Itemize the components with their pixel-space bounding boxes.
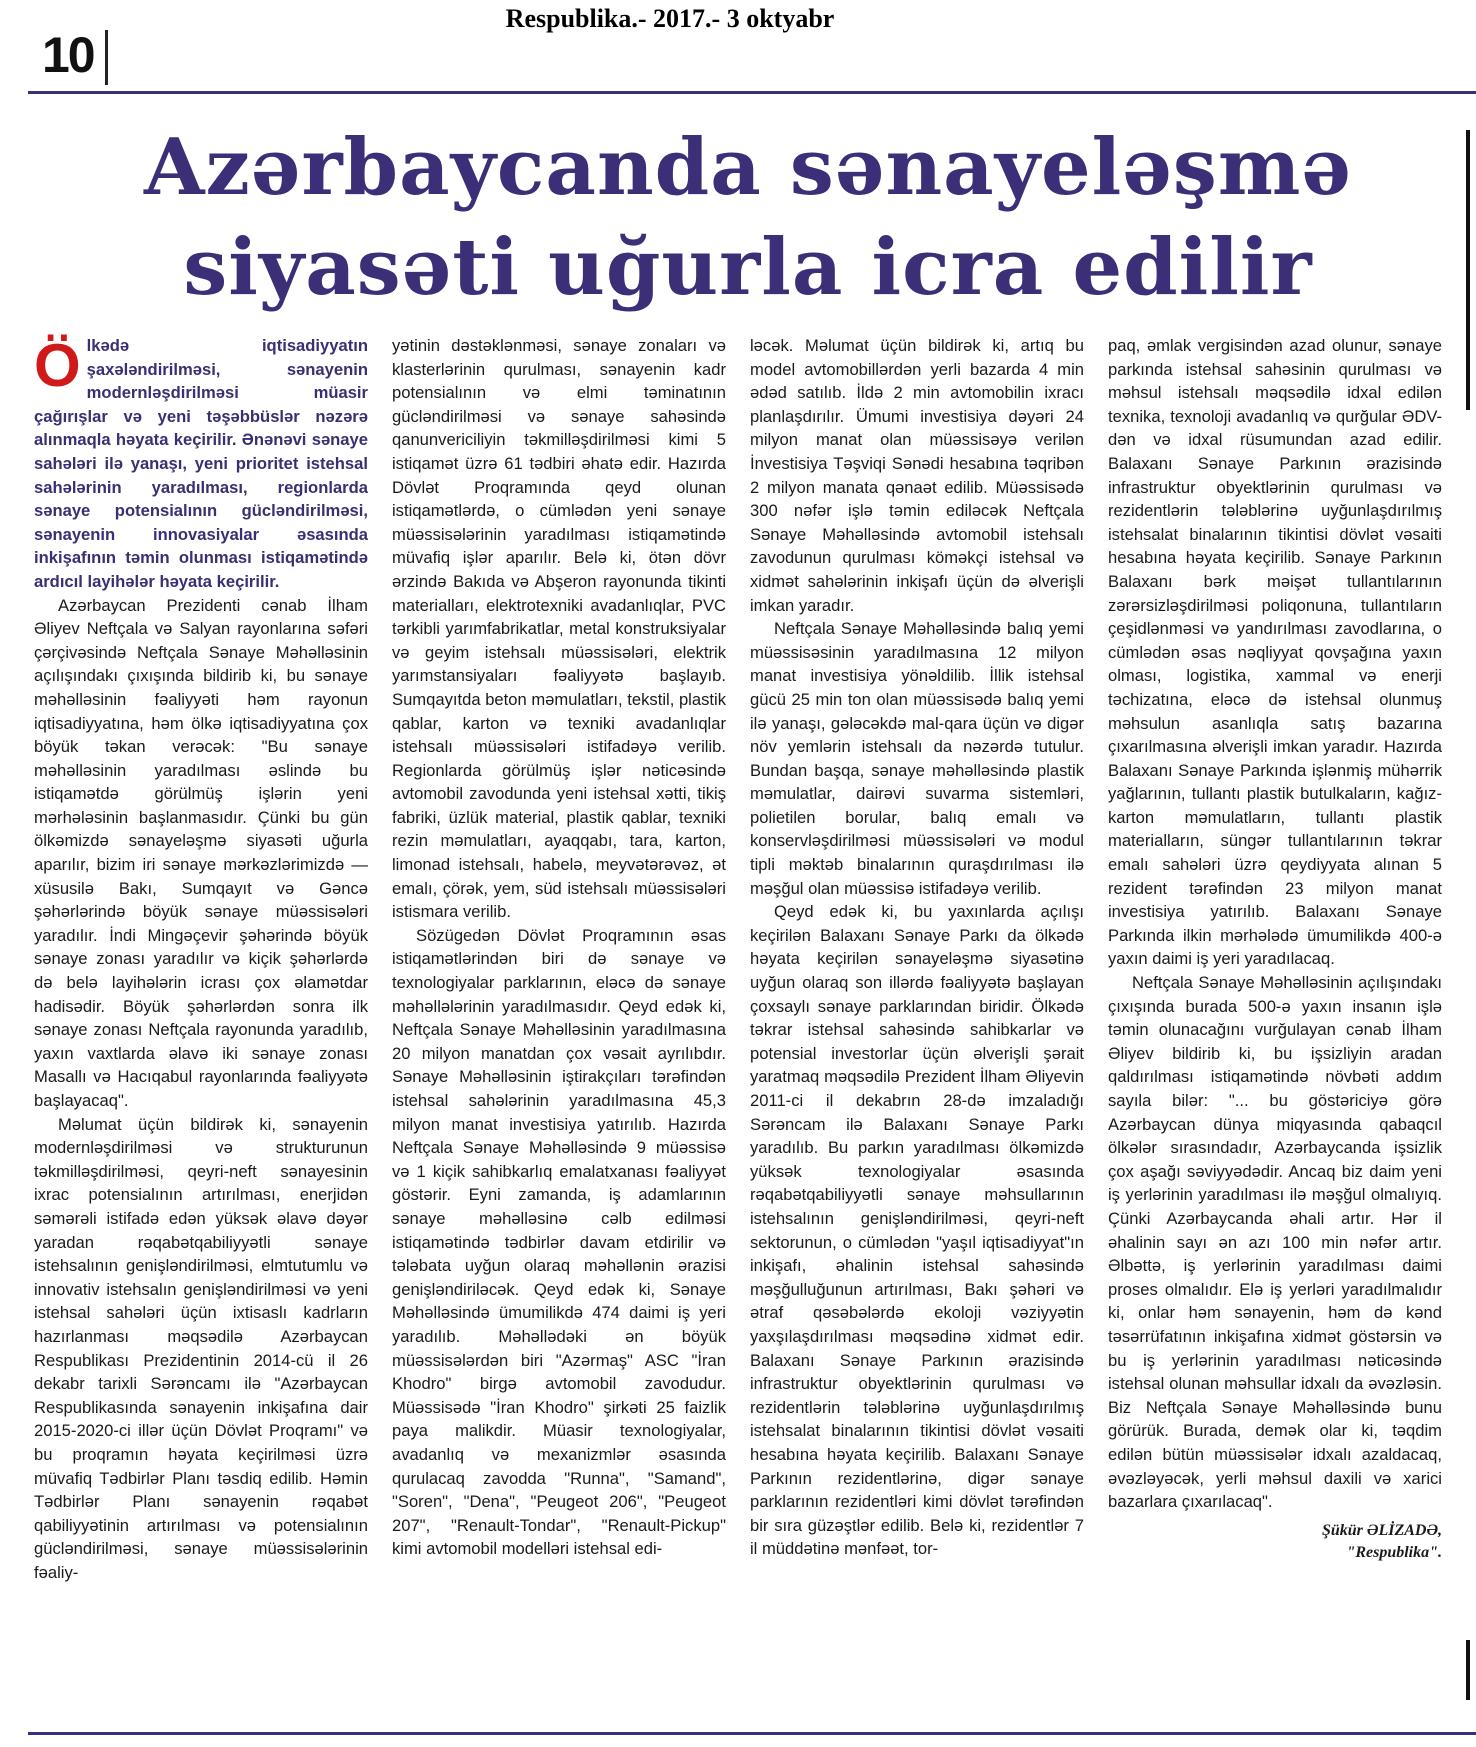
headline [28, 118, 1468, 318]
paragraph: Məlumat üçün bildirək ki, sənayenin modernləşdirilməsi və strukturunun təkmilləşdirilməsi, qeyri-neft sənayesinin ixrac potensialının artırılması, enerjidən səmərəli istifadə edən yüksək əlavə dəyər yaradan rəqabətqabiliyyətli sənaye istehsalının genişləndirilməsi, elmtutumlu və innovativ istehsalın genişləndirilməsi və yeni istehsal sahələri üçün ixtisaslı kadrların hazırlanması məqsədilə Azərbaycan Respublikası Prezidentinin 2014-cü il 26 dekabr tarixli Sərəncamı ilə "Azərbaycan Respublikasında sənayenin inkişafına dair 2015-2020-ci illər üçün Dövlət Proqramı" və bu proqramın həyata keçirilməsi üzrə müvafiq Tədbirlər Planı təsdiq edilib. Həmin Tədbirlər Planı sənayenin rəqabət qabiliyyətinin artırılması və potensialının gücləndirilməsi, sənaye müəssisələrinin fəaliy- [34, 1114, 368, 1582]
paragraph: Sözügedən Dövlət Proqramının əsas istiqamətlərindən biri də sənaye və texnologiyalar parklarının, eləcə də sənaye məhəllələrinin yaradılmasıdır. Qeyd edək ki, Neftçala Sənaye Məhəlləsinin yaradılmasına 20 milyon manatdan çox vəsait ayrılıbdır. Sənaye Məhəlləsinin iştirakçıları tərəfindən istehsal sahələrinin yaradılmasına 45,3 milyon manat investisiya yatırılıb. Hazırda Neftçala Sənaye Məhəlləsində 9 müəssisə və 1 kiçik sahibkarlıq emalatxanası fəaliyyət göstərir. Eyni zamanda, iş adamlarının sənaye məhəlləsinə cəlb edilməsi istiqamətində tədbirlər davam etdirilir və tələbata uyğun olaraq məhəllənin ərazisi genişləndiriləcək. Qeyd edək ki, Sənaye Məhəlləsində ümumilikdə 474 daimi iş yeri yaradılıb. Məhəllədəki ən böyük müəssisələrdən biri "Azərmaş" ASC "İran Khodro" birgə avtomobil zavodudur. Müəssisədə "İran Khodro" şirkəti 25 faizlik paya malikdir. Müasir texnologiyalar, avadanlıq və mexanizmlər əsasında qurulacaq zavodda "Runna", "Samand", "Soren", "Dena", "Peugeot 206", "Peugeot 207", "Renault-Tondar", "Renault-Pickup" kimi avtomobil modelləri istehsal edi- [392, 925, 726, 1559]
page-number-divider [105, 30, 108, 85]
bottom-rule [28, 1732, 1476, 1735]
paragraph: Neftçala Sənaye Məhəlləsinin açılışındakı çıxışında burada 500-ə yaxın insanın işlə təmin olunacağını vurğulayan cənab İlham Əliyev bildirib ki, bu işsizliyin aradan qaldırılması istiqamətində növbəti addım sayıla bilər: "... bu göstəriciyə görə Azərbaycan dünya miqyasında qabaqcıl ölkələr sırasındadır, Azərbaycanda işsizlik çox aşağı səviyyədədir. Ancaq biz daim yeni iş yerlərinin yaradılması ilə məşğul olmalıyıq. Çünki Azərbaycanda əhali artır. Hər il əhalinin sayı ən azı 100 min nəfər artır. Əlbəttə, iş yerlərinin yaradılması daimi proses olmalıdır. Elə iş yerləri yaradılmalıdır ki, onlar həm sənayenin, həm də kənd təsərrüfatının inkişafına xidmət göstərsin və bu iş yerlərinin yaradılması nəticəsində istehsal olunan məhsullar idxalı da əvəzləsin. Biz Neftçala Sənaye Məhəlləsində bunu görürük. Burada, demək olar ki, təqdim edilən bütün müəssisələr idxalı azaldacaq, əvəzləyəcək, yerli məhsul daxili və xarici bazarlara çıxarılacaq". [1108, 973, 1442, 1512]
column-3 [750, 334, 1084, 1714]
edge-mark [1466, 1640, 1470, 1700]
paragraph: yətinin dəstəklənməsi, sənaye zonaları və klasterlərinin qurulması, sənayenin kadr potensialının və elmi təminatının gücləndirilməsi və sənaye sahəsində qanunvericiliyin təkmilləşdirilməsi kimi 5 istiqamət üzrə 61 tədbiri əhatə edir. Hazırda Dövlət Proqramında qeyd olunan istiqamətlərdə, o cümlədən yeni sənaye müəssisələrinin yaradılması istiqamətində müvafiq işlər aparılır. Belə ki, ötən dövr ərzində Bakıda və Abşeron rayonunda tikinti materialları, elektrotexniki avadanlıqlar, PVC tərkibli yarımfabrikatlar, metal konstruksiyalar və geyim istehsalı müəssisələri, elektrik yarımstansiyaları fəaliyyətə başlayıb. Sumqayıtda beton məmulatları, tekstil, plastik qablar, karton və texniki avadanlıqlar istehsalı müəssisələri istifadəyə verilib. Regionlarda görülmüş işlər nəticəsində avtomobil zavodunda yeni istehsal xətti, tikiş fabriki, üzlük material, plastik qablar, texniki rezin məmulatları, ayaqqabı, tara, karton, limonad istehsalı, habelə, meyvətərəvəz, ət emalı, çörək, yem, süd istehsalı müəssisələri istismara verilib. [392, 336, 726, 922]
masthead: Respublika.- 2017.- 3 oktyabr [505, 4, 835, 33]
column-4 [1108, 334, 1442, 1714]
lead-paragraph [34, 334, 368, 594]
paragraph: paq, əmlak vergisindən azad olunur, sənaye parkında istehsal sahəsinin qurulması və məhsul istehsalı məqsədilə idxal edilən texnika, texnoloji avadanlıq və qurğular ƏDV-dən və idxal rüsumundan azad edilir. Balaxanı Sənaye Parkının ərazisində infrastruktur obyektlərinin qurulması və rezidentlərin tələblərinə uyğunlaşdırılmış istehsalat binalarının tikintisi dövlət vəsaiti hesabına həyata keçirilib. Sənaye Parkının Balaxanı bərk məişət tullantılarının zərərsizləşdirilməsi poliqonuna, tullantıların çeşidlənməsi və yandırılması zavodlarına, o cümlədən əsas nəqliyyat qovşağına yaxın olması, logistika, xammal və enerji təchizatına, eləcə də istehsal olunmuş məhsulun asanlıqla satış bazarına çıxarılmasına əlverişli imkan yaradır. Hazırda Balaxanı Sənaye Parkında işlənmiş mühərrik yağlarının, tullantı plastik butulkaların, kağız-karton məmulatların, tullantı plastik materialların, süngər tullantılarının təkrar emalı sahələri üzrə qeydiyyata alınan 5 rezident tərəfindən 23 milyon manat investisiya yatırılıb. Balaxanı Sənaye Parkında ilkin mərhələdə ümumilikdə 400-ə yaxın daimi iş yeri yaradılacaq. [1108, 336, 1442, 969]
paragraph: Azərbaycan Prezidenti cənab İlham Əliyev Neftçala və Salyan rayonlarına səfəri çərçivəsində Neftçala Sənaye Məhəlləsinin açılışındakı çıxışında bildirib ki, bu sənaye məhəlləsinin fəaliyyəti həm rayonun iqtisadiyyatına, həm ölkə iqtisadiyyatına çox böyük təkan verəcək: "Bu sənaye məhəlləsinin yaradılması əslində bu istiqamətdə görülmüş işlərin yeni mərhələsinin başlanmasıdır. Çünki bu gün ölkəmizdə sənayeləşmə siyasəti uğurla aparılır, bizim iri sənaye mərkəzlərimizdə — xüsusilə Bakı, Sumqayıt və Gəncə şəhərlərində böyük sənaye müəssisələri yaradılır. İndi Mingəçevir şəhərində böyük sənaye zonası yaradılır və kiçik şəhərlərdə də belə layihələrin icrası çox əlamətdar hadisədir. Böyük şəhərlərdən sonra ilk sənaye zonası Neftçala rayonunda yaradılıb, yaxın vaxtlarda əlavə iki sənaye zonası Masallı və Hacıqabul rayonlarında fəaliyyətə başlayacaq". [34, 595, 368, 1110]
paragraph: ləcək. Məlumat üçün bildirək ki, artıq bu model avtomobillərdən yerli bazarda 4 min ədəd satılıb. İldə 2 min avtomobilin ixracı planlaşdırılır. Ümumi investisiya dəyəri 24 milyon manat olan müəssisəyə verilən İnvestisiya Təşviqi Sənədi hesabına təqribən 2 milyon manata qənaət edilib. Müəssisədə 300 nəfər işlə təmin ediləcək Neftçala Sənaye Məhəlləsində avtomobil istehsalı zavodunun qurulması köməkçi istehsal və xidmət sahələrinin inkişafı üçün də əlverişli imkan yaradır. [750, 336, 1084, 615]
byline-publication: "Respublika". [1346, 1543, 1442, 1561]
column-2 [392, 334, 726, 1714]
headline-line-1: Azərbaycanda sənayeləşmə [144, 122, 1352, 213]
page-number: 10 [42, 27, 94, 83]
byline [1108, 1520, 1442, 1564]
drop-cap: Ö [34, 334, 81, 399]
lead-text: lkədə iqtisadiyyatın şaxələndirilməsi, sənayenin modernləşdirilməsi müasir çağırışlar və yeni təşəbbüslər nəzərə alınmaqla həyata keçirilir. Ənənəvi sənaye sahələri ilə yanaşı, yeni prioritet istehsal sahələrinin yaradılması, regionlarda sənaye potensialının gücləndirilməsi, sənayenin innovasiyalar əsasında inkişafının təmin olunması istiqamətində ardıcıl layihələr həyata keçirilir. [34, 336, 368, 591]
top-rule [28, 91, 1476, 94]
byline-author: Şükür ƏLİZADƏ, [1321, 1521, 1442, 1539]
article-body [34, 334, 1444, 1714]
paragraph: Qeyd edək ki, bu yaxınlarda açılışı keçirilən Balaxanı Sənaye Parkı da ölkədə həyata keçirilən sənayeləşmə siyasətinə uyğun olaraq son illərdə fəaliyyətə başlayan çoxsaylı sənaye parklarından biridir. Ölkədə təkrar istehsal sahəsində sahibkarlar və potensial investorlar üçün əlverişli şərait yaratmaq məqsədilə Prezident İlham Əliyevin 2011-ci il dekabrın 28-də imzaladığı Sərəncam ilə Balaxanı Sənaye Parkı yaradılıb. Bu parkın yaradılması ölkəmizdə yüksək texnologiyalar əsasında rəqabətqabiliyyətli sənaye məhsullarının istehsalının genişləndirilməsi, qeyri-neft sektorunun, o cümlədən "yaşıl iqtisadiyyat"ın inkişafı, əhalinin istehsal sahəsində məşğulluğunun artırılması, Bakı şəhəri və ətraf qəsəbələrdə ekoloji vəziyyətin yaxşılaşdırılması məqsədinə xidmət edir. Balaxanı Sənaye Parkının ərazisində infrastruktur obyektlərinin qurulması və rezidentlərin tələblərinə uyğunlaşdırılmış istehsalat binalarının tikintisi dövlət vəsaiti hesabına həyata keçirilib. Balaxanı Sənaye Parkının rezidentlərinə, digər sənaye parklarının rezidentləri kimi dövlət tərəfindən bir sıra güzəştlər edilib. Belə ki, rezidentlər 7 il müddətinə mənfəət, tor- [750, 902, 1084, 1559]
column-1 [34, 334, 368, 1714]
paragraph: Neftçala Sənaye Məhəlləsində balıq yemi müəssisəsinin yaradılmasına 12 milyon manat investisiya yönəldilib. İllik istehsal gücü 25 min ton olan müəssisədə balıq yemi ilə yanaşı, gələcəkdə mal-qara üçün və digər növ yemlərin istehsalı da nəzərdə tutulur. Bundan başqa, sənaye məhəlləsində plastik məmulatlar, dairəvi suvarma sistemləri, polietilen borular, balıq emalı və konservləşdirilməsi müəssisələri və modul tipli məktəb binalarının quraşdırılması ilə məşğul olan müəssisə istifadəyə verilib. [750, 619, 1084, 898]
headline-line-2: siyasəti uğurla icra edilir [183, 222, 1313, 313]
